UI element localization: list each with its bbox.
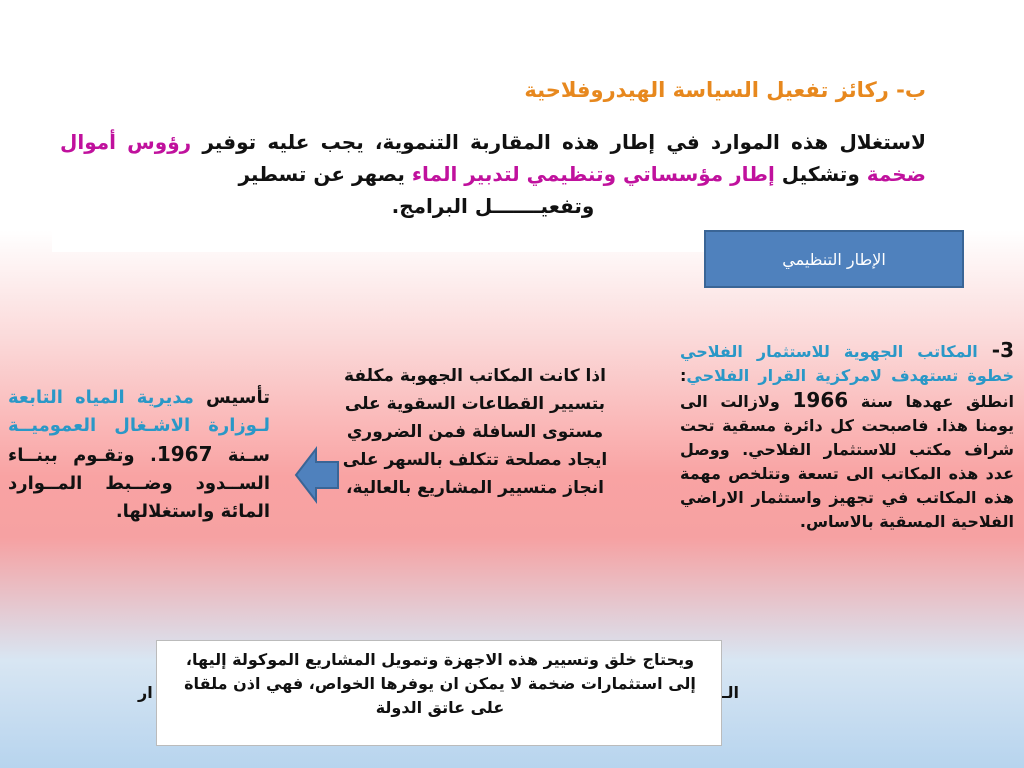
intro-text-3: يصهر عن تسطير [238, 162, 412, 186]
intro-text-4: وتفعيـــــــل البرامج. [391, 194, 595, 218]
directorate-text-1: تأسيس [193, 387, 271, 408]
hidden-text-fragment-left: ار [138, 683, 153, 702]
intro-highlight-framework: إطار مؤسساتي وتنظيمي لتدبير الماء [411, 162, 775, 186]
year-1967: 1967 [156, 442, 213, 466]
directorate-title: مديرية المياه التابعة لـوزارة الاشـغال العموميــة [8, 387, 270, 436]
directorate-text-2: سـنة [212, 445, 271, 466]
intro-text-2: وتشكيل [774, 162, 867, 186]
hidden-text-fragment-right: الـ [722, 683, 739, 702]
intro-paragraph [60, 126, 926, 222]
regional-offices-paragraph [680, 338, 1014, 534]
intro-highlight-capital: رؤوس أموال ضخمة [60, 130, 926, 186]
section-heading: ب- ركائز تفعيل السياسة الهيدروفلاحية [524, 78, 926, 102]
year-1966: 1966 [792, 388, 849, 412]
funding-note-text: ويحتاج خلق وتسيير هذه الاجهزة وتمويل المشاريع الموكولة إليها، إلى استثمارات ضخمة لا يمكن ان يوفرها الخواص، فهي اذن ملقاة على عاتق الدولة [184, 650, 696, 717]
left-arrow-icon [294, 446, 340, 504]
water-directorate-paragraph [8, 384, 270, 526]
regional-offices-text-1: : انطلق عهدها سنة [680, 366, 1015, 411]
intro-text-1: لاستغلال هذه الموارد في إطار هذه المقاربة التنموية، يجب عليه توفير [191, 130, 926, 154]
middle-paragraph: اذا كانت المكاتب الجهوبة مكلفة بتسيير القطاعات السقوية على مستوى السافلة فمن الضروري ايجاد مصلحة تتكلف بالسهر على انجاز متسيير المشاريع بالعالية، [342, 366, 608, 498]
regulatory-framework-button[interactable]: الإطار التنظيمي [704, 230, 964, 288]
regional-offices-title: المكاتب الجهوية للاستثمار الفلاحي خطوة تستهدف لامركزية القرار الفلاحي [680, 342, 1014, 385]
regional-offices-text-2: ولازالت الى يومنا هذا. فاصبحت كل دائرة مسقية تحت شراف مكتب للاستثمار الفلاحي. ووصل عدد هذه المكاتب الى تسعة وتتلخص مهمة هذه المكاتب في تجهيز واستثمار الاراضي الفلاحية المسقية بالاساس. [680, 392, 1014, 531]
directorate-text-3: . وتقـوم ببنــاء الســدود وضــبط المــوارد المائة واستغلالها. [8, 445, 270, 522]
item-number: 3- [991, 338, 1014, 362]
